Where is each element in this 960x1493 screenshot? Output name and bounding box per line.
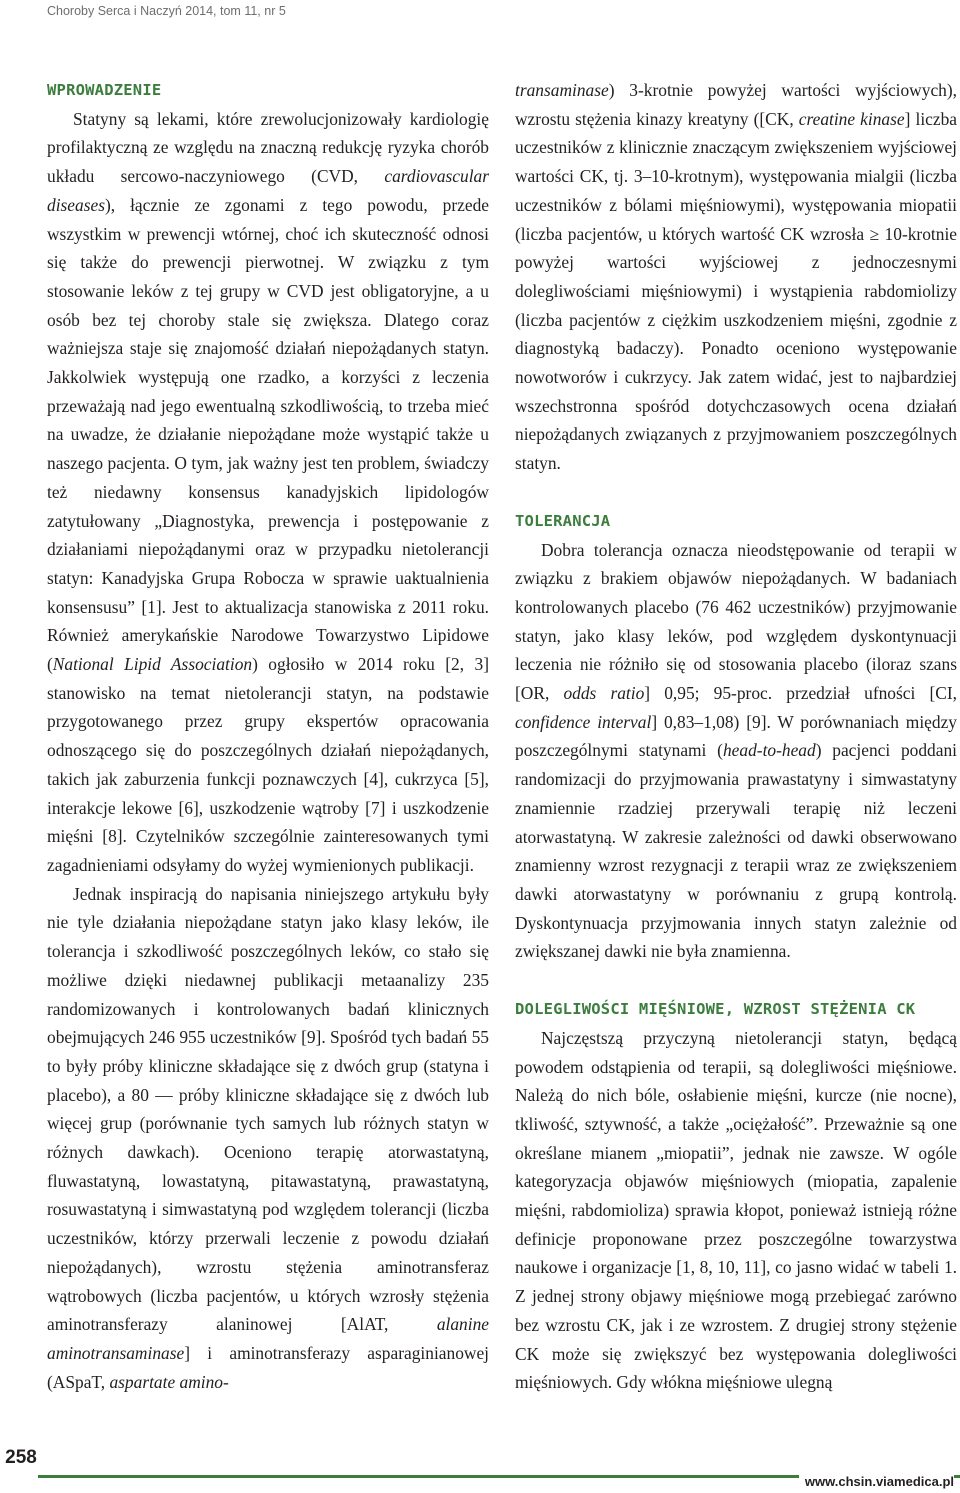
paragraph-intro-2: Jednak inspiracją do napisania niniejszego artykułu były nie tyle działania niepożądane statyn jako klasy leków, ile tolerancja i szkodliwość poszczególnych leków, co stało się możliwe dzięki niedawnej publikacji metaanalizy 235 randomizowanych i kontrolowanych badań klinicznych obejmujących 246 955 uczestników [9]. Spośród tych badań 55 to były próby kliniczne składające się z dwóch grup (statyna i placebo), a 80 — próby kliniczne składające się z dwóch lub więcej grup (porównanie tych samych lub różnych statyn w różnych dawkach). Oceniono terapię atorwastatyną, fluwastatyną, lowastatyną, pitawastatyną, prawastatyną, rosuwastatyną i simwastatyną pod względem tolerancji (liczba uczestników, którzy przerwali leczenie z powodu działań niepożądanych), wzrostu stężenia aminotransferaz wątrobowych (liczba pacjentów, u których wzrosły stężenia aminotransferazy alaninowej [AlAT, alanine aminotransaminase] i aminotransferazy asparaginianowej (ASpaT, aspartate amino- (47, 883, 489, 1392)
paragraph-intro-1: Statyny są lekami, które zrewolucjonizowały kardiologię profilaktyczną ze względu na znaczną redukcję ryzyka chorób układu sercowo-naczyniowego (CVD, cardiovascular diseases), łącznie ze zgonami z tego powodu, przede wszystkim w prewencji wtórnej, choć ich skuteczność odnosi się także do prewencji pierwotnej. W związku z tym stosowanie leków z tej grupy w CVD jest obligatoryjne, a u osób bez tej choroby stale się zwiększa. Dlatego coraz ważniejsza staje się znajomość działań niepożądanych statyn. Jakkolwiek występują one rzadko, a korzyści z leczenia przeważają nad jego ewentualną szkodliwością, to trzeba mieć na uwadze, że działanie niepożądane może wystąpić także u naszego pacjenta. O tym, jak ważny jest ten problem, świadczy też niedawny konsensus kanadyjskich lipidologów zatytułowany „Diagnostyka, prewencja i postępowanie z działaniami niepożądanymi oraz w przypadku nietolerancji statyn: Kanadyjska Grupa Robocza w sprawie uaktualnienia konsensusu” [1]. Jest to aktualizacja stanowiska z 2011 roku. Również amerykańskie Narodowe Towarzystwo Lipidowe (National Lipid Association) ogłosiło w 2014 roku [2, 3] stanowisko na temat nietolerancji statyn, na podstawie przygotowanego przez grupy ekspertów opracowania odnoszącego się do poszczególnych działań niepożądanych, takich jak zaburzenia funkcji poznawczych [4], cukrzyca [5], interakcje lekowe [6], uszkodzenie wątroby [7] i uszkodzenie mięśni [8]. Czytelników szczególnie zainteresowanych tymi zagadnieniami odsyłamy do wyżej wymienionych publikacji. (47, 108, 489, 875)
right-column (515, 76, 957, 1397)
paragraph-muscle: Najczęstszą przyczyną nietolerancji statyn, będącą powodem odstąpienia od terapii, są dolegliwości mięśniowe. Należą do nich bóle, osłabienie mięśni, kurcze (nie nocne), tkliwość, sztywność, a także „ociężałość”. Przeważnie są one określane mianem „miopatii”, jednak nie zawsze. W ogóle kategoryzacja objawów mięśniowych (miopatia, zapalenie mięśni, rabdomioliza) sprawia kłopot, ponieważ istnieją różne definicje proponowane przez poszczególne towarzystwa naukowe i organizacje [1, 8, 10, 11], co jasno widać w tabeli 1. Z jednej strony objawy mięśniowe mogą przebiegać zarówno bez wzrostu CK, jak i ze wzrostem. Z drugiej strony stężenie CK może się zwiększyć bez występowania dolegliwości mięśniowych. Gdy włókna mięśniowe ulegną (515, 1027, 957, 1393)
paragraph-continued: transaminase) 3-krotnie powyżej wartości wyjściowych), wzrostu stężenia kinazy kreatyny ([CK, creatine kinase] liczba uczestników z klinicznie znaczącym zwiększeniem wyjściowej wartości CK, tj. 3–10-krotnym), występowania mialgii (liczba uczestników z bólami mięśniowymi), występowania miopatii (liczba pacjentów, u których wartość CK wzrosła ≥ 10-krotnie powyżej wartości wyjściowej z jednoczesnymi dolegliwościami mięśniowymi) i wystąpienia rabdomiolizy (liczba pacjentów z ciężkim uszkodzeniem mięśni, zgodnie z diagnostyką badaczy). Ponadto oceniono występowanie nowotworów i cukrzycy. Jak zatem widać, jest to najbardziej wszechstronna spośród dotychczasowych ocena działań niepożądanych związanych z przyjmowaniem poszczególnych statyn. (515, 80, 957, 474)
running-head: Choroby Serca i Naczyń 2014, tom 11, nr 5 (47, 4, 286, 18)
left-column (47, 76, 489, 1396)
page-number: 258 (5, 1447, 37, 1468)
footer-url: www.chsin.viamedica.pl (799, 1474, 954, 1489)
section-heading-introduction: WPROWADZENIE (47, 81, 162, 99)
section-heading-tolerance: TOLERANCJA (515, 511, 611, 530)
section-heading-muscle: DOLEGLIWOŚCI MIĘŚNIOWE, WZROST STĘŻENIA CK (515, 1000, 916, 1019)
paragraph-tolerance: Dobra tolerancja oznacza nieodstępowanie od terapii w związku z brakiem objawów niepożądanych. W badaniach kontrolowanych placebo (76 462 uczestników) przyjmowanie statyn, jako klasy leków, pod względem dyskontynuacji leczenia nie różniło się od stosowania placebo (iloraz szans [OR, odds ratio] 0,95; 95-proc. przedział ufności [CI, confidence interval] 0,83–1,08) [9]. W porównaniach między poszczególnymi statynami (head-to-head) pacjenci poddani randomizacji do przyjmowania prawastatyny i simwastatyny znamiennie rzadziej przerywali terapię niż leczeni atorwastatyną. W zakresie zależności od dawki obserwowano znamienny wzrost rezygnacji z terapii wraz ze zwiększeniem dawki atorwastatyny w porównaniu z grupą kontrolą. Dyskontynuacja przyjmowania innych statyn zależnie od zwiększanej dawki nie była znamienna. (515, 539, 957, 962)
